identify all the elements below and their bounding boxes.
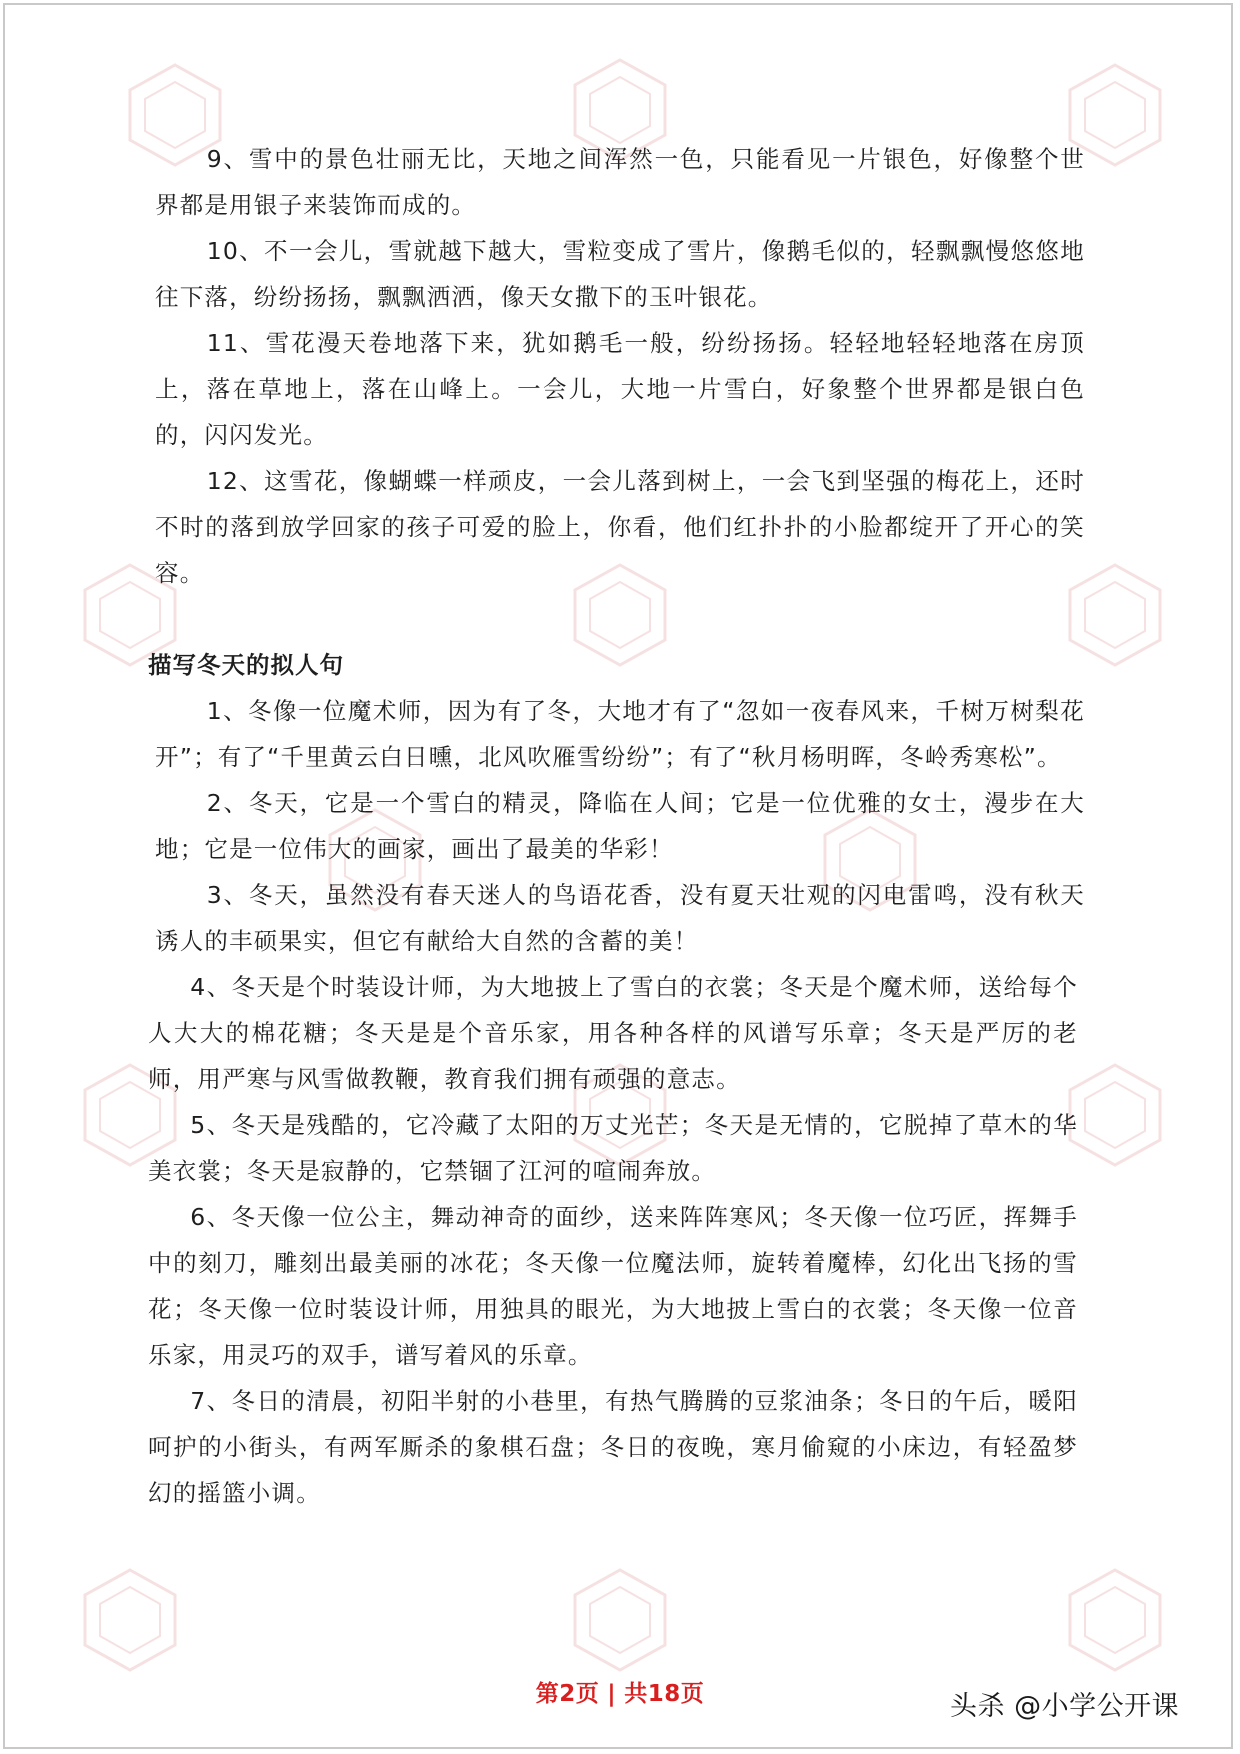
paragraph-5: 5、冬天是残酷的，它冷藏了太阳的万丈光芒；冬天是无情的，它脱掉了草木的华美衣裳；冬天是寂静的，它禁锢了江河的喧闹奔放。 (148, 1111, 1078, 1185)
section-heading: 描写冬天的拟人句 (148, 651, 344, 679)
source-credit: 头杀 @小学公开课 (950, 1691, 1180, 1722)
paragraph-9: 9、雪中的景色壮丽无比，天地之间浑然一色，只能看见一片银色，好像整个世界都是用银子来装饰而成的。 (155, 145, 1085, 219)
section-gap (155, 596, 1085, 642)
document-body (148, 136, 1085, 1516)
paragraph-4: 4、冬天是个时装设计师，为大地披上了雪白的衣裳；冬天是个魔术师，送给每个人大大的棉花糖；冬天是是个音乐家，用各种各样的风谱写乐章；冬天是严厉的老师，用严寒与风雪做教鞭，教育我们拥有顽强的意志。 (148, 973, 1078, 1093)
paragraph-11: 11、雪花漫天卷地落下来，犹如鹅毛一般，纷纷扬扬。轻轻地轻轻地落在房顶上，落在草地上，落在山峰上。一会儿，大地一片雪白，好象整个世界都是银白色的，闪闪发光。 (155, 329, 1085, 449)
paragraph-2: 2、冬天，它是一个雪白的精灵，降临在人间；它是一位优雅的女士，漫步在大地；它是一位伟大的画家，画出了最美的华彩！ (155, 789, 1085, 863)
watermark-hexagon-icon (75, 1565, 185, 1675)
paragraph-12: 12、这雪花，像蝴蝶一样顽皮，一会儿落到树上，一会飞到坚强的梅花上，还时不时的落到放学回家的孩子可爱的脸上，你看，他们红扑扑的小脸都绽开了开心的笑容。 (155, 467, 1085, 587)
paragraph-1: 1、冬像一位魔术师，因为有了冬，大地才有了“忽如一夜春风来，千树万树梨花开”；有了“千里黄云白日曛，北风吹雁雪纷纷”；有了“秋月杨明晖，冬岭秀寒松”。 (155, 697, 1085, 771)
page-current: 第2页 (535, 1681, 600, 1707)
watermark-hexagon-icon (1060, 1565, 1170, 1675)
page-separator: | (607, 1681, 617, 1707)
winter-personification-section (148, 642, 1085, 1516)
paragraph-7: 7、冬日的清晨，初阳半射的小巷里，有热气腾腾的豆浆油条；冬日的午后，暖阳呵护的小街头，有两军厮杀的象棋石盘；冬日的夜晚，寒月偷窥的小床边，有轻盈梦幻的摇篮小调。 (148, 1387, 1078, 1507)
snow-sentences-section (155, 136, 1085, 596)
paragraph-6: 6、冬天像一位公主，舞动神奇的面纱，送来阵阵寒风；冬天像一位巧匠，挥舞手中的刻刀，雕刻出最美丽的冰花；冬天像一位魔法师，旋转着魔棒，幻化出飞扬的雪花；冬天像一位时装设计师，用独具的眼光，为大地披上雪白的衣裳；冬天像一位音乐家，用灵巧的双手，谱写着风的乐章。 (148, 1203, 1078, 1369)
paragraph-10: 10、不一会儿，雪就越下越大，雪粒变成了雪片，像鹅毛似的，轻飘飘慢悠悠地往下落，纷纷扬扬，飘飘洒洒，像天女撒下的玉叶银花。 (155, 237, 1085, 311)
watermark-hexagon-icon (565, 1565, 675, 1675)
page-total: 共18页 (624, 1681, 705, 1707)
paragraph-3: 3、冬天，虽然没有春天迷人的鸟语花香，没有夏天壮观的闪电雷鸣，没有秋天诱人的丰硕果实，但它有献给大自然的含蓄的美！ (155, 881, 1085, 955)
